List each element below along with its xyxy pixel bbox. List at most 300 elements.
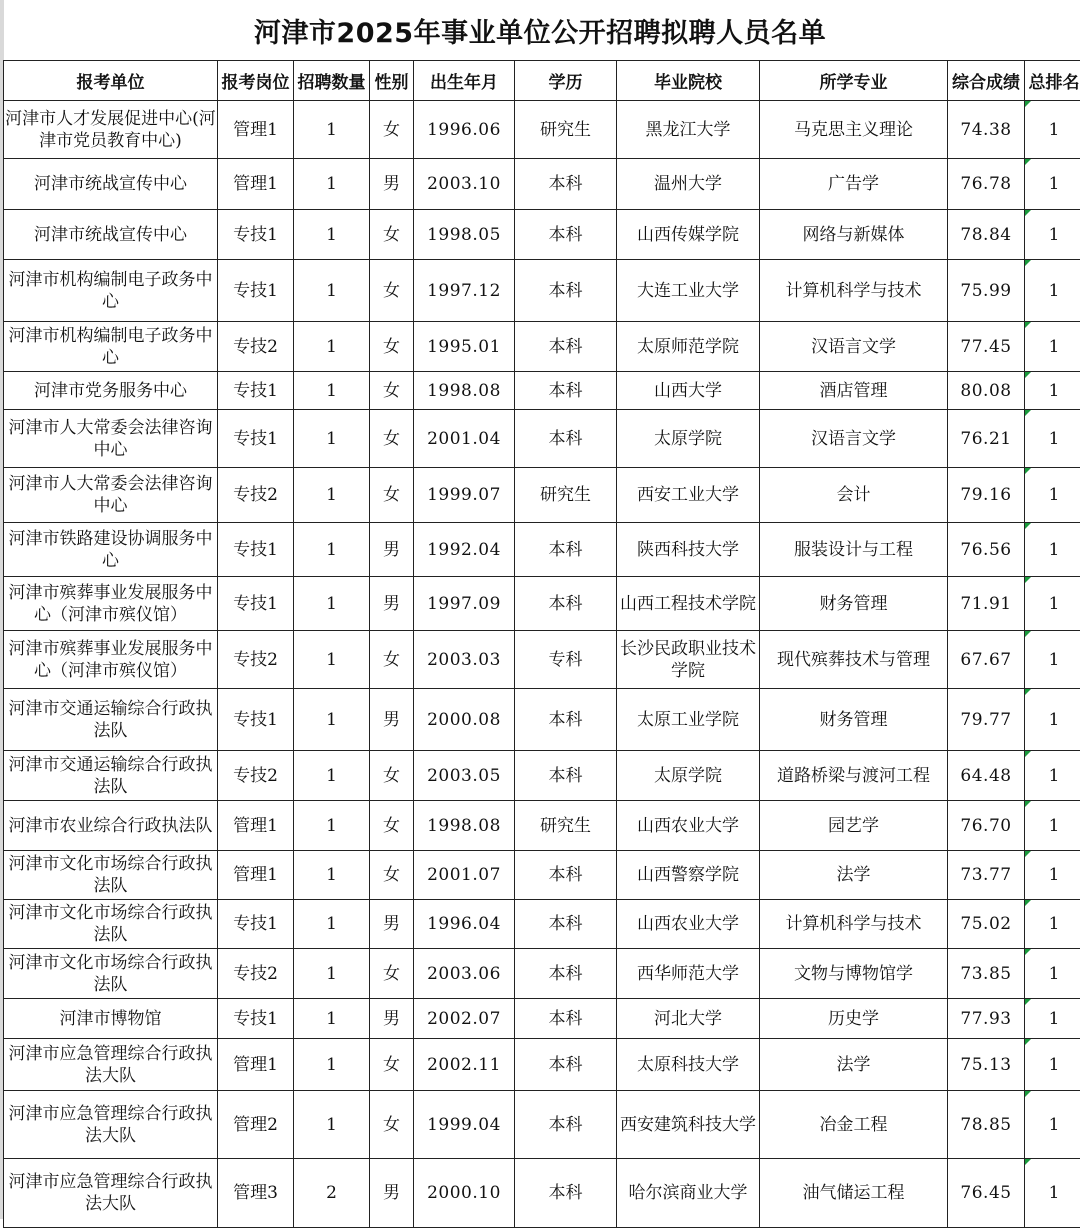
cell-birth-text: 1995.01 (427, 337, 501, 357)
cell-rank-text: 1 (1049, 914, 1060, 934)
cell-score-text: 74.38 (960, 120, 1011, 140)
cell-score (948, 372, 1025, 410)
cell-education (515, 159, 617, 210)
cell-school (617, 751, 760, 801)
cell-education (515, 372, 617, 410)
cell-post-text: 管理1 (233, 120, 278, 140)
cell-education (515, 1091, 617, 1159)
green-corner-marker-icon (1025, 631, 1031, 637)
cell-count (294, 1039, 370, 1091)
cell-gender-text: 女 (383, 650, 400, 670)
cell-school (617, 900, 760, 949)
cell-major-text: 广告学 (828, 174, 879, 194)
cell-post (218, 260, 294, 322)
cell-school-text: 山西工程技术学院 (620, 594, 756, 614)
cell-post (218, 1091, 294, 1159)
cell-major-text: 文物与博物馆学 (794, 964, 913, 984)
cell-gender (370, 410, 414, 468)
cell-count-text: 1 (326, 594, 337, 614)
cell-education-text: 本科 (549, 865, 583, 885)
cell-rank-text: 1 (1049, 381, 1060, 401)
cell-education (515, 468, 617, 523)
cell-major-text: 财务管理 (820, 594, 888, 614)
cell-school-text: 太原学院 (654, 429, 722, 449)
cell-education-text: 本科 (549, 1183, 583, 1203)
header-unit: 报考单位 (4, 61, 218, 101)
cell-rank-text: 1 (1049, 650, 1060, 670)
cell-post-text: 管理2 (233, 1115, 278, 1135)
cell-count (294, 260, 370, 322)
cell-score (948, 900, 1025, 949)
cell-score (948, 159, 1025, 210)
cell-rank-text: 1 (1049, 865, 1060, 885)
page-title: 河津市2025年事业单位公开招聘拟聘人员名单 (0, 0, 1080, 60)
cell-major (760, 260, 948, 322)
cell-school-text: 山西农业大学 (637, 914, 739, 934)
cell-post (218, 577, 294, 631)
cell-count (294, 468, 370, 523)
cell-gender-text: 女 (383, 766, 400, 786)
cell-unit-text: 河津市文化市场综合行政执法队 (9, 953, 213, 995)
cell-school-text: 西安建筑科技大学 (620, 1115, 756, 1135)
cell-birth (414, 801, 515, 851)
cell-count (294, 801, 370, 851)
cell-post (218, 523, 294, 577)
cell-school (617, 949, 760, 999)
cell-education (515, 999, 617, 1039)
cell-gender (370, 801, 414, 851)
cell-birth-text: 1998.05 (427, 225, 501, 245)
cell-gender-text: 男 (383, 914, 400, 934)
table-row (4, 801, 1080, 851)
cell-rank-text: 1 (1049, 485, 1060, 505)
cell-major-text: 会计 (837, 485, 871, 505)
green-corner-marker-icon (1025, 577, 1031, 583)
cell-post-text: 专技2 (233, 964, 278, 984)
cell-gender (370, 631, 414, 689)
cell-major-text: 道路桥梁与渡河工程 (777, 766, 930, 786)
cell-unit (4, 372, 218, 410)
cell-education-text: 本科 (549, 1055, 583, 1075)
green-corner-marker-icon (1025, 468, 1031, 474)
table-row (4, 900, 1080, 949)
green-corner-marker-icon (1025, 322, 1031, 328)
cell-post (218, 751, 294, 801)
cell-unit-text: 河津市应急管理综合行政执法大队 (9, 1172, 213, 1214)
cell-count (294, 851, 370, 900)
cell-rank (1025, 1039, 1080, 1091)
cell-unit-text: 河津市博物馆 (60, 1009, 162, 1029)
cell-school-text: 西安工业大学 (637, 485, 739, 505)
cell-unit (4, 851, 218, 900)
cell-rank (1025, 689, 1080, 751)
cell-school-text: 太原师范学院 (637, 337, 739, 357)
cell-major (760, 101, 948, 159)
header-birth: 出生年月 (414, 61, 515, 101)
cell-rank (1025, 999, 1080, 1039)
green-corner-marker-icon (1025, 1159, 1031, 1165)
cell-birth-text: 1996.06 (427, 120, 501, 140)
cell-score (948, 1091, 1025, 1159)
cell-rank (1025, 751, 1080, 801)
green-corner-marker-icon (1025, 260, 1031, 266)
cell-post-text: 专技2 (233, 766, 278, 786)
green-corner-marker-icon (1025, 751, 1031, 757)
cell-major (760, 372, 948, 410)
cell-education (515, 1039, 617, 1091)
green-corner-marker-icon (1025, 949, 1031, 955)
cell-post-text: 专技1 (233, 540, 278, 560)
cell-gender (370, 210, 414, 260)
cell-post (218, 851, 294, 900)
cell-unit (4, 322, 218, 372)
cell-major-text: 汉语言文学 (811, 429, 896, 449)
cell-post-text: 管理1 (233, 865, 278, 885)
cell-education (515, 577, 617, 631)
cell-rank (1025, 159, 1080, 210)
cell-major (760, 322, 948, 372)
cell-birth-text: 2000.08 (427, 710, 501, 730)
header-school: 毕业院校 (617, 61, 760, 101)
cell-school (617, 577, 760, 631)
cell-post-text: 专技1 (233, 710, 278, 730)
cell-gender (370, 260, 414, 322)
cell-birth (414, 523, 515, 577)
cell-unit (4, 1159, 218, 1228)
cell-unit-text: 河津市殡葬事业发展服务中心（河津市殡仪馆） (9, 639, 213, 681)
cell-major-text: 财务管理 (820, 710, 888, 730)
cell-major (760, 631, 948, 689)
cell-rank-text: 1 (1049, 1183, 1060, 1203)
header-count: 招聘数量 (294, 61, 370, 101)
cell-birth-text: 2001.07 (427, 865, 501, 885)
green-corner-marker-icon (1025, 851, 1031, 857)
cell-post (218, 689, 294, 751)
cell-post-text: 管理3 (233, 1183, 278, 1203)
cell-major (760, 577, 948, 631)
cell-rank-text: 1 (1049, 964, 1060, 984)
cell-education-text: 本科 (549, 766, 583, 786)
cell-gender (370, 999, 414, 1039)
cell-rank (1025, 577, 1080, 631)
cell-gender (370, 1039, 414, 1091)
header-post: 报考岗位 (218, 61, 294, 101)
cell-gender (370, 468, 414, 523)
cell-unit (4, 751, 218, 801)
header-major: 所学专业 (760, 61, 948, 101)
cell-school (617, 372, 760, 410)
cell-rank (1025, 1091, 1080, 1159)
cell-unit (4, 159, 218, 210)
cell-school (617, 999, 760, 1039)
table-row (4, 410, 1080, 468)
cell-gender-text: 女 (383, 281, 400, 301)
cell-gender (370, 689, 414, 751)
cell-gender (370, 523, 414, 577)
cell-count (294, 689, 370, 751)
cell-score-text: 76.56 (960, 540, 1011, 560)
cell-post-text: 专技1 (233, 225, 278, 245)
cell-birth-text: 1996.04 (427, 914, 501, 934)
cell-major-text: 冶金工程 (820, 1115, 888, 1135)
cell-gender-text: 女 (383, 337, 400, 357)
cell-unit-text: 河津市统战宣传中心 (34, 225, 187, 245)
green-corner-marker-icon (1025, 101, 1031, 107)
cell-education (515, 101, 617, 159)
cell-gender (370, 1091, 414, 1159)
cell-school-text: 山西大学 (654, 381, 722, 401)
cell-score (948, 1159, 1025, 1228)
cell-rank (1025, 372, 1080, 410)
cell-score-text: 75.99 (960, 281, 1011, 301)
cell-school-text: 陕西科技大学 (637, 540, 739, 560)
green-corner-marker-icon (1025, 801, 1031, 807)
cell-rank-text: 1 (1049, 337, 1060, 357)
cell-count-text: 1 (326, 710, 337, 730)
cell-birth (414, 577, 515, 631)
cell-major (760, 689, 948, 751)
cell-education-text: 本科 (549, 914, 583, 934)
cell-count-text: 1 (326, 120, 337, 140)
cell-rank-text: 1 (1049, 710, 1060, 730)
header-gender: 性别 (370, 61, 414, 101)
cell-post (218, 210, 294, 260)
cell-birth-text: 2003.05 (427, 766, 501, 786)
cell-birth-text: 2002.11 (427, 1055, 501, 1075)
cell-school (617, 468, 760, 523)
cell-major (760, 949, 948, 999)
cell-gender-text: 女 (383, 429, 400, 449)
cell-gender (370, 851, 414, 900)
cell-rank (1025, 851, 1080, 900)
cell-birth (414, 689, 515, 751)
cell-unit (4, 577, 218, 631)
cell-birth (414, 322, 515, 372)
cell-rank (1025, 210, 1080, 260)
cell-birth (414, 210, 515, 260)
table-row (4, 751, 1080, 801)
cell-school (617, 523, 760, 577)
table-header-row (4, 61, 1080, 101)
cell-education-text: 本科 (549, 1009, 583, 1029)
cell-rank-text: 1 (1049, 1055, 1060, 1075)
cell-gender (370, 322, 414, 372)
green-corner-marker-icon (1025, 523, 1031, 529)
cell-count (294, 1159, 370, 1228)
cell-major-text: 历史学 (828, 1009, 879, 1029)
cell-rank (1025, 322, 1080, 372)
green-corner-marker-icon (1025, 900, 1031, 906)
cell-birth (414, 900, 515, 949)
cell-unit-text: 河津市应急管理综合行政执法大队 (9, 1044, 213, 1086)
cell-gender-text: 男 (383, 174, 400, 194)
cell-count (294, 322, 370, 372)
cell-birth-text: 2000.10 (427, 1183, 501, 1203)
cell-unit (4, 468, 218, 523)
cell-post-text: 专技1 (233, 281, 278, 301)
cell-count (294, 372, 370, 410)
table-row (4, 631, 1080, 689)
cell-school (617, 410, 760, 468)
cell-gender-text: 女 (383, 381, 400, 401)
table-row (4, 689, 1080, 751)
green-corner-marker-icon (1025, 999, 1031, 1005)
cell-score-text: 75.13 (960, 1055, 1011, 1075)
cell-major-text: 酒店管理 (820, 381, 888, 401)
cell-unit-text: 河津市殡葬事业发展服务中心（河津市殡仪馆） (9, 583, 213, 625)
cell-unit-text: 河津市党务服务中心 (34, 381, 187, 401)
cell-education (515, 210, 617, 260)
cell-unit-text: 河津市人大常委会法律咨询中心 (9, 418, 213, 460)
cell-rank-text: 1 (1049, 120, 1060, 140)
table-row (4, 468, 1080, 523)
table-row (4, 159, 1080, 210)
cell-major-text: 汉语言文学 (811, 337, 896, 357)
cell-count (294, 101, 370, 159)
cell-score (948, 322, 1025, 372)
cell-post (218, 410, 294, 468)
cell-unit (4, 1039, 218, 1091)
cell-count (294, 999, 370, 1039)
cell-rank-text: 1 (1049, 816, 1060, 836)
cell-post-text: 专技2 (233, 337, 278, 357)
cell-count (294, 949, 370, 999)
cell-education (515, 260, 617, 322)
cell-gender (370, 900, 414, 949)
cell-education (515, 801, 617, 851)
cell-score-text: 73.85 (960, 964, 1011, 984)
table-row (4, 999, 1080, 1039)
cell-major-text: 园艺学 (828, 816, 879, 836)
cell-post-text: 专技1 (233, 381, 278, 401)
cell-school (617, 689, 760, 751)
cell-unit (4, 410, 218, 468)
cell-education-text: 本科 (549, 281, 583, 301)
cell-post (218, 801, 294, 851)
cell-rank-text: 1 (1049, 429, 1060, 449)
cell-score-text: 77.93 (960, 1009, 1011, 1029)
cell-count-text: 1 (326, 225, 337, 245)
cell-count-text: 1 (326, 281, 337, 301)
cell-rank (1025, 801, 1080, 851)
cell-birth (414, 949, 515, 999)
cell-education (515, 851, 617, 900)
cell-rank (1025, 260, 1080, 322)
cell-birth-text: 2001.04 (427, 429, 501, 449)
cell-major (760, 801, 948, 851)
cell-count (294, 631, 370, 689)
cell-score (948, 101, 1025, 159)
cell-education-text: 本科 (549, 225, 583, 245)
table-row (4, 210, 1080, 260)
cell-gender-text: 男 (383, 710, 400, 730)
cell-rank-text: 1 (1049, 540, 1060, 560)
cell-school (617, 1039, 760, 1091)
cell-major-text: 马克思主义理论 (794, 120, 913, 140)
cell-count (294, 577, 370, 631)
table-row (4, 949, 1080, 999)
cell-unit (4, 949, 218, 999)
cell-major (760, 1091, 948, 1159)
cell-unit-text: 河津市机构编制电子政务中心 (9, 326, 213, 368)
cell-score-text: 76.70 (960, 816, 1011, 836)
cell-major-text: 法学 (837, 865, 871, 885)
cell-unit-text: 河津市文化市场综合行政执法队 (9, 854, 213, 896)
cell-unit (4, 689, 218, 751)
cell-post-text: 专技1 (233, 429, 278, 449)
header-rank: 总排名 (1025, 61, 1080, 101)
cell-rank (1025, 949, 1080, 999)
green-corner-marker-icon (1025, 1039, 1031, 1045)
table-row (4, 322, 1080, 372)
cell-birth (414, 1159, 515, 1228)
cell-gender-text: 男 (383, 540, 400, 560)
cell-birth-text: 2003.03 (427, 650, 501, 670)
hiring-table (3, 60, 1080, 1228)
green-corner-marker-icon (1025, 159, 1031, 165)
cell-gender (370, 1159, 414, 1228)
cell-count-text: 1 (326, 816, 337, 836)
cell-count-text: 1 (326, 540, 337, 560)
cell-major (760, 159, 948, 210)
cell-score-text: 79.16 (960, 485, 1011, 505)
cell-birth (414, 101, 515, 159)
cell-education-text: 本科 (549, 381, 583, 401)
cell-count-text: 1 (326, 485, 337, 505)
table-row (4, 523, 1080, 577)
cell-school-text: 太原科技大学 (637, 1055, 739, 1075)
cell-score (948, 1039, 1025, 1091)
cell-unit (4, 631, 218, 689)
cell-post-text: 专技1 (233, 594, 278, 614)
cell-education (515, 751, 617, 801)
cell-school-text: 山西警察学院 (637, 865, 739, 885)
cell-score (948, 410, 1025, 468)
cell-count (294, 159, 370, 210)
cell-score-text: 71.91 (960, 594, 1011, 614)
cell-unit-text: 河津市人大常委会法律咨询中心 (9, 474, 213, 516)
cell-count (294, 410, 370, 468)
cell-count-text: 1 (326, 1009, 337, 1029)
cell-birth-text: 1997.12 (427, 281, 501, 301)
cell-education-text: 本科 (549, 337, 583, 357)
cell-count-text: 1 (326, 174, 337, 194)
cell-birth (414, 751, 515, 801)
cell-rank-text: 1 (1049, 766, 1060, 786)
cell-score-text: 76.45 (960, 1183, 1011, 1203)
cell-birth (414, 410, 515, 468)
header-education: 学历 (515, 61, 617, 101)
cell-major-text: 计算机科学与技术 (786, 914, 922, 934)
cell-gender-text: 女 (383, 1055, 400, 1075)
cell-school (617, 322, 760, 372)
cell-education (515, 410, 617, 468)
cell-score (948, 751, 1025, 801)
cell-birth (414, 631, 515, 689)
cell-school-text: 黑龙江大学 (646, 120, 731, 140)
cell-gender-text: 女 (383, 816, 400, 836)
cell-gender-text: 男 (383, 594, 400, 614)
cell-gender-text: 男 (383, 1183, 400, 1203)
cell-rank-text: 1 (1049, 594, 1060, 614)
cell-score (948, 801, 1025, 851)
cell-unit-text: 河津市文化市场综合行政执法队 (9, 903, 213, 945)
cell-post (218, 372, 294, 410)
cell-rank (1025, 1159, 1080, 1228)
cell-birth-text: 2003.10 (427, 174, 501, 194)
cell-unit (4, 101, 218, 159)
cell-school (617, 801, 760, 851)
